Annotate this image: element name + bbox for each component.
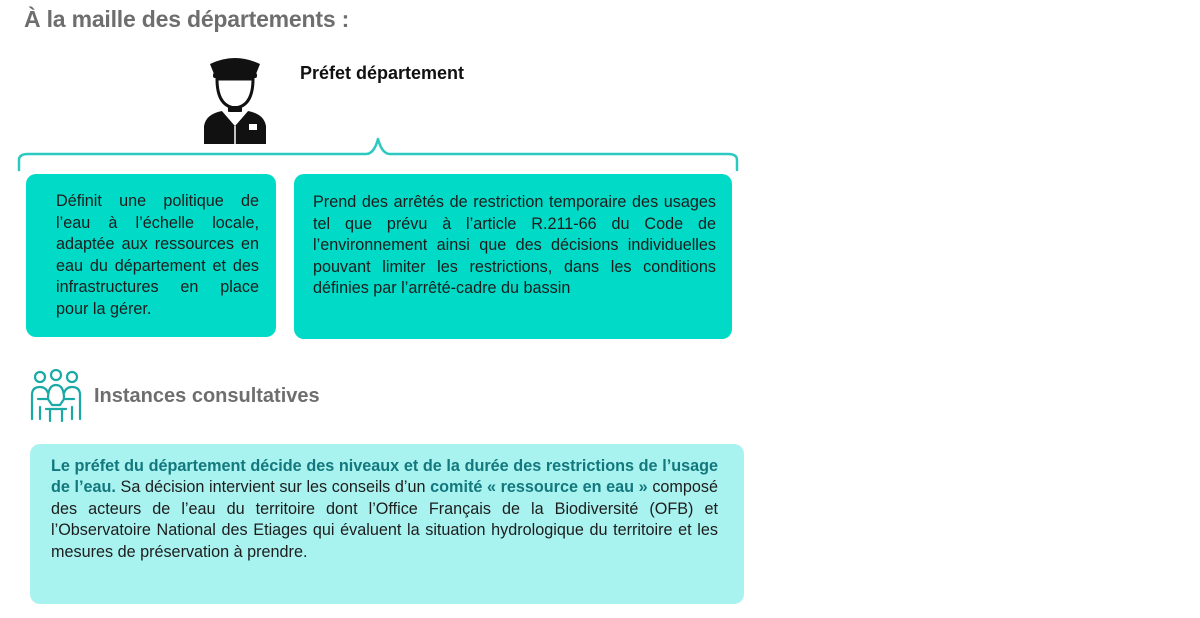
prefet-title: Préfet département bbox=[300, 63, 465, 83]
role-box-restrictions: Prend des arrêtés de restriction temporaire des usages tel que prévu à l’article R.211-66 du Code de l’environnement ainsi que des décisions individuelles pouvant limiter les restrictions, dans les conditions définies par l’arrêté-cadre du bassin bbox=[294, 174, 732, 339]
committee-name: comité « ressource en eau » bbox=[430, 478, 648, 497]
decision-lead: Le préfet du département décide des niveaux et de la durée des restrictions de l’usage de l’eau. bbox=[51, 457, 718, 497]
role-box-policy: Définit une politique de l’eau à l’échelle locale, adaptée aux ressources en eau du département et des infrastructures en place pour la gérer. bbox=[26, 174, 276, 337]
meeting-group-icon bbox=[28, 369, 84, 425]
page-title: À la maille des départements : bbox=[24, 6, 350, 32]
decision-text-1: Sa décision intervient sur les conseils d’un bbox=[115, 478, 431, 497]
police-officer-icon bbox=[200, 54, 270, 146]
curly-brace-divider bbox=[16, 134, 740, 174]
decision-text-2: composé des acteurs de l’eau du territoire dont l’Office Français de la Biodiversité (OFB) et l’Observatoire National des Etiages qui évaluent la situation hydrologique du territoire et les mesures de préservation à prendre. bbox=[51, 478, 719, 561]
decision-box bbox=[30, 444, 744, 604]
instances-title: Instances consultatives bbox=[94, 385, 320, 407]
